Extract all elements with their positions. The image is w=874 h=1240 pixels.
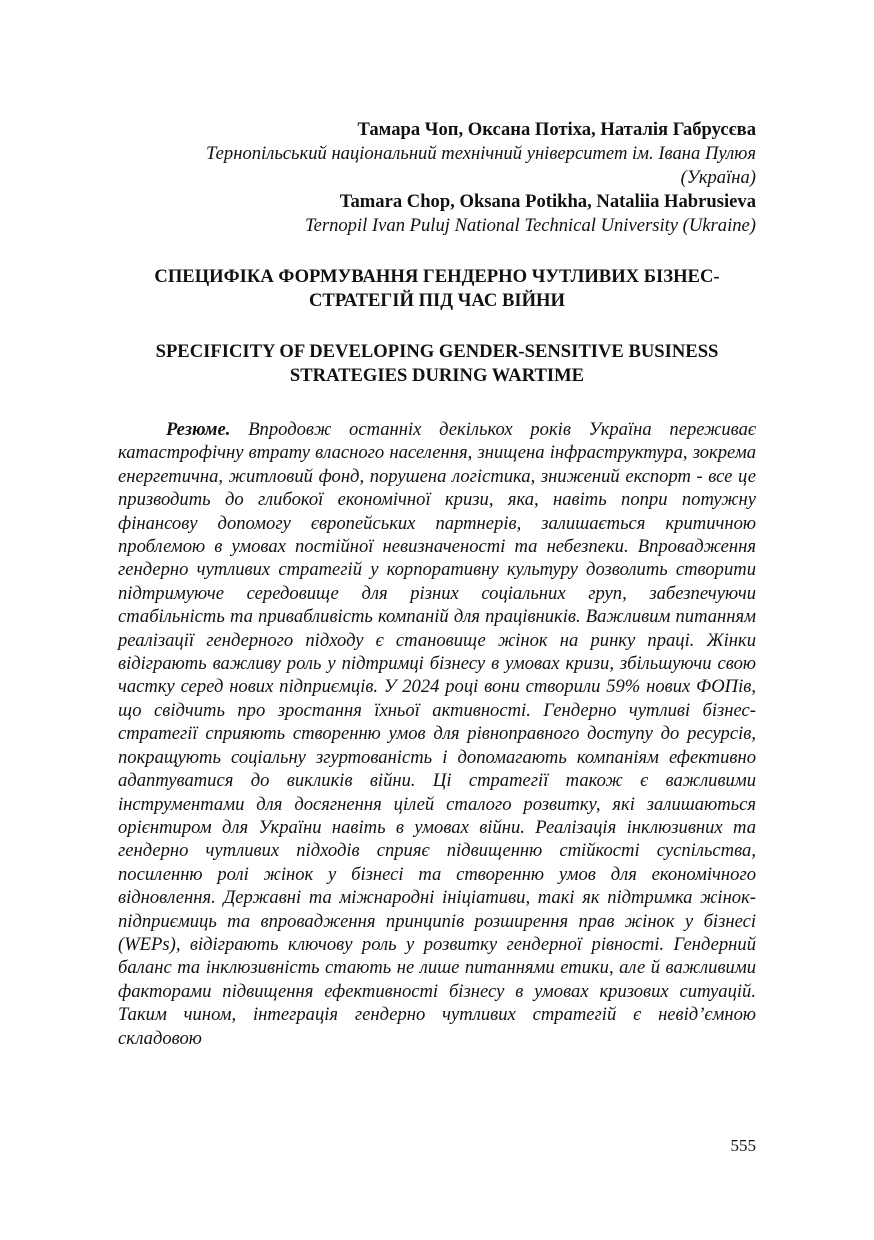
affiliation-ua-line2: (Україна) (680, 167, 756, 188)
page-content (118, 118, 756, 1069)
affiliation-ua-line1: Тернопільський національний технічний університет ім. Івана Пулюя (206, 143, 756, 164)
title-english (118, 340, 756, 388)
affiliation-en: Ternopil Ivan Puluj National Technical University (Ukraine) (304, 215, 756, 236)
title-ukrainian (118, 265, 756, 313)
abstract-label: Резюме. (166, 419, 231, 440)
abstract-paragraph (118, 418, 756, 1050)
authors-ua: Тамара Чоп, Оксана Потіха, Наталія Габрусєва (357, 119, 756, 140)
title-en-line1: SPECIFICITY OF DEVELOPING GENDER-SENSITIVE BUSINESS (155, 341, 719, 362)
author-block (118, 118, 756, 238)
abstract-text: Впродовж останніх декількох років Україна переживає катастрофічну втрату власного населення, знищена інфраструктура, зокрема енергетична, житловий фонд, порушена логістика, знижений експорт - все це призводить до глибокої економічної кризи, яка, навіть попри потужну фінансову допомогу європейських партнерів, залишається критичною проблемою в умовах постійної невизначеності та небезпеки. Впровадження гендерно чутливих стратегій у корпоративну культуру дозволить створити підтримуюче середовище для різних соціальних груп, забезпечуючи стабільність та привабливість компаній для працівників. Важливим питанням реалізації гендерного підходу є становище жінок на ринку праці. Жінки відіграють важливу роль у підтримці бізнесу в умовах кризи, збільшуючи свою частку серед нових підприємців. У 2024 році вони створили 59% нових ФОПів, що свідчить про зростання їхньої активності. Гендерно чутливі бізнес-стратегії сприяють створенню умов для рівноправного доступу до ресурсів, покращують соціальну згуртованість і допомагають компаніям ефективно адаптуватися до викликів війни. Ці стратегії також є важливими інструментами для досягнення цілей сталого розвитку, які залишаються орієнтиром для України навіть в умовах війни. Реалізація інклюзивних та гендерно чутливих підходів сприяє підвищенню стійкості суспільства, посиленню ролі жінок у бізнесі та створенню умов для економічного відновлення. Державні та міжнародні ініціативи, такі як підтримка жінок-підприємиць та впровадження принципів розширення прав жінок у бізнесі (WEPs), відіграють ключову роль у розвитку гендерної рівності. Гендерний баланс та інклюзивність стають не лише питаннями етики, але й важливими факторами підвищення ефективності бізнесу в умовах кризових ситуацій. Таким чином, інтеграція гендерно чутливих стратегій є невід’ємною складовою (118, 419, 756, 1049)
title-ua-line2: СТРАТЕГІЙ ПІД ЧАС ВІЙНИ (309, 290, 565, 311)
title-en-line2: STRATEGIES DURING WARTIME (289, 365, 585, 386)
page-number: 555 (730, 1136, 756, 1155)
authors-en: Tamara Chop, Oksana Potikha, Nataliia Habrusieva (339, 191, 756, 212)
title-ua-line1: СПЕЦИФІКА ФОРМУВАННЯ ГЕНДЕРНО ЧУТЛИВИХ БІЗНЕС- (154, 266, 720, 287)
